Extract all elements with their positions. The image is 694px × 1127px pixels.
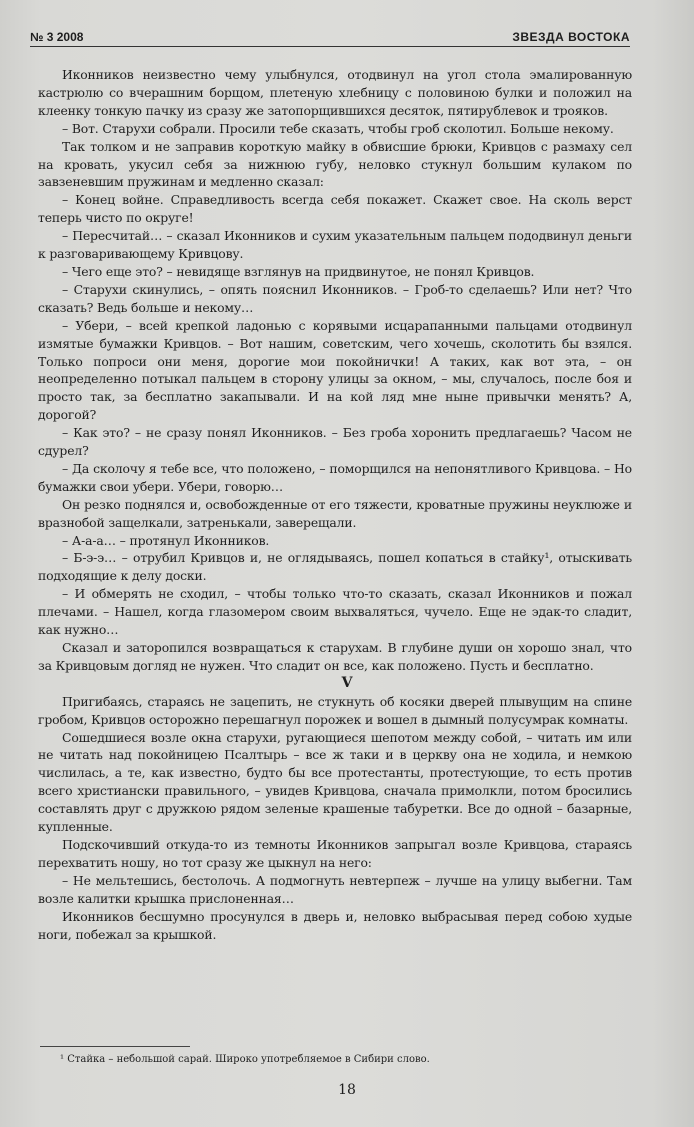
article-body: [38, 66, 632, 943]
paragraph: Он резко поднялся и, освобожденные от его тяжести, кроватные пружины неуклюже и вразнобой защелкали, затренькали, заверещали.: [38, 496, 632, 530]
footnote: ¹ Стайка – небольшой сарай. Широко употребляемое в Сибири слово.: [60, 1054, 430, 1065]
issue-number: № 3 2008: [30, 30, 84, 44]
paragraph: Так толком и не заправив короткую майку в обвисшие брюки, Кривцов с размаху сел на кровать, укусил себя за нижнюю губу, неловко стукнул большим кулаком по завзеневшим пружинам и медленно сказал:: [38, 138, 632, 190]
paragraph: Сошедшиеся возле окна старухи, ругающиеся шепотом между собой, – читать им или не читать над покойницею Псалтырь – все ж таки и в церкву она не ходила, и немкою числилась, а те, как известно, будто бы все протестанты, протестующие, то есть против всего христиански правильного, – увидев Кривцова, сначала примолкли, потом бросились составлять друг с дружкою рядом зеленые крашеные табуретки. Все до одной – базарные, купленные.: [38, 729, 632, 835]
paragraph: – И обмерять не сходил, – чтобы только что-то сказать, сказал Иконников и пожал плечами. – Нашел, когда глазомером своим выхваляться, чучело. Еще не эдак-то сладит, как нужно…: [38, 586, 632, 638]
paragraph: Иконников неизвестно чему улыбнулся, отодвинул на угол стола эмалированную кастрюлю со вчерашним борщом, плетеную хлебницу с половиною булки и положил на клеенку тонкую пачку из сразу же затопорщившихся десяток, пятирублевок и трояков.: [38, 67, 632, 118]
paragraph: – Пересчитай… – сказал Иконников и сухим указательным пальцем пододвинул деньги к разговаривающему Кривцову.: [38, 228, 632, 262]
page-number: 18: [338, 1082, 356, 1098]
journal-title: ЗВЕЗДА ВОСТОКА: [512, 30, 630, 44]
paragraph: – Конец войне. Справедливость всегда себя покажет. Скажет свое. На сколь верст теперь чисто по округе!: [38, 192, 632, 226]
paragraph: Иконников бесшумно просунулся в дверь и, неловко выбрасывая перед собою худые ноги, побежал за крышкой.: [38, 908, 632, 942]
paragraph: – Вот. Старухи собрали. Просили тебе сказать, чтобы гроб сколотил. Больше некому.: [62, 120, 614, 136]
paragraph: – Как это? – не сразу понял Иконников. – Без гроба хоронить предлагаешь? Часом не сдурел?: [38, 425, 632, 459]
paragraph: – Убери, – всей крепкой ладонью с корявыми исцарапанными пальцами отодвинул измятые бумажки Кривцов. – Вот нашим, советским, чего хочешь, сколотить бы взялся. Только попроси они меня, дорогие мои покойнички! А таких, как вот эта, – он неопределенно потыкал пальцем в сторону улицы за окном, – мы, случалось, после боя и просто так, за бесплатно закапывали. И на кой ляд мне ныне привычки менять? А, дорогой?: [38, 317, 632, 423]
paragraph: – А-а-а… – протянул Иконников.: [62, 532, 270, 548]
paragraph: – Чего еще это? – невидяще взглянув на придвинутое, не понял Кривцов.: [62, 263, 535, 279]
paragraph: Пригибаясь, стараясь не зацепить, не стукнуть об косяки дверей плывущим на спине гробом, Кривцов осторожно перешагнул порожек и вошел в дымный полусумрак комнаты.: [38, 693, 632, 727]
paragraph: Подскочивший откуда-то из темноты Иконников запрыгал возле Кривцова, стараясь перехватить ношу, но тот сразу же цыкнул на него:: [38, 836, 632, 870]
chapter-heading: V: [341, 674, 353, 691]
running-header: [30, 28, 630, 47]
paragraph: – Б-э-э… – отрубил Кривцов и, не оглядываясь, пошел копаться в стайку¹, отыскивать подходящие к делу доски.: [38, 550, 632, 584]
paragraph: Сказал и заторопился возвращаться к старухам. В глубине души он хорошо знал, что за Кривцовым догляд не нужен. Что сладит он все, как положено. Пусть и бесплатно.: [38, 640, 632, 673]
footnote-divider: [40, 1046, 190, 1047]
paragraph: – Да сколочу я тебе все, что положено, – поморщился на непонятливого Кривцова. – Но бумажки свои убери. Убери, говорю…: [38, 460, 632, 494]
paragraph: – Не мельтешись, бестолочь. А подмогнуть невтерпеж – лучше на улицу выбегни. Там возле калитки крышка прислоненная…: [38, 872, 632, 906]
paragraph: – Старухи скинулись, – опять пояснил Иконников. – Гроб-то сделаешь? Или нет? Что сказать? Ведь больше и некому…: [38, 281, 632, 315]
